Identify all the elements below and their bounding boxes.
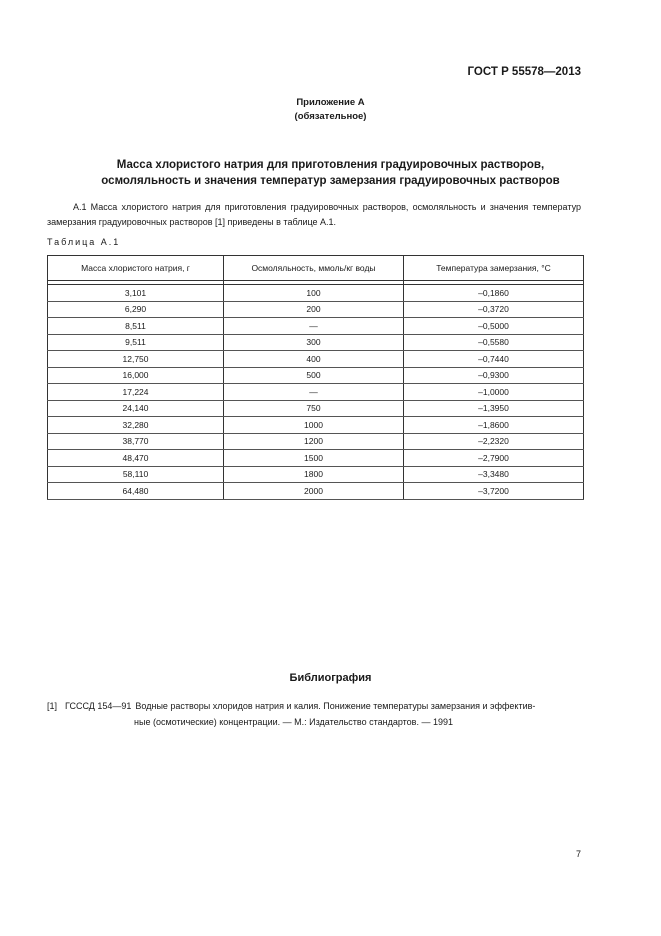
table-row bbox=[48, 285, 584, 302]
table-row bbox=[48, 334, 584, 351]
table-row bbox=[48, 318, 584, 335]
cell-freezing-temp: –1,8600 bbox=[404, 417, 584, 434]
cell-freezing-temp: –1,3950 bbox=[404, 400, 584, 417]
cell-osmolality: 1200 bbox=[224, 433, 404, 450]
paragraph-a1-text: А.1 Масса хлористого натрия для приготовления градуировочных растворов, осмоляльность и значения температур замерзания градуировочных растворов [1] приведены в таблице А.1. bbox=[47, 202, 581, 227]
table-row bbox=[48, 301, 584, 318]
cell-osmolality: 1000 bbox=[224, 417, 404, 434]
table-row bbox=[48, 400, 584, 417]
table-row bbox=[48, 450, 584, 467]
cell-mass: 38,770 bbox=[48, 433, 224, 450]
cell-mass: 12,750 bbox=[48, 351, 224, 368]
cell-mass: 17,224 bbox=[48, 384, 224, 401]
cell-freezing-temp: –0,9300 bbox=[404, 367, 584, 384]
cell-osmolality: — bbox=[224, 318, 404, 335]
column-header-osmolality: Осмоляльность, ммоль/кг воды bbox=[224, 256, 404, 281]
cell-freezing-temp: –3,7200 bbox=[404, 483, 584, 500]
table-header-row bbox=[48, 256, 584, 281]
cell-mass: 64,480 bbox=[48, 483, 224, 500]
data-table bbox=[47, 255, 584, 500]
cell-freezing-temp: –0,3720 bbox=[404, 301, 584, 318]
cell-mass: 24,140 bbox=[48, 400, 224, 417]
appendix-status: (обязательное) bbox=[294, 111, 367, 122]
table-row bbox=[48, 417, 584, 434]
section-title-line-2: осмоляльность и значения температур замерзания градуировочных растворов bbox=[101, 175, 560, 187]
bibliography-entry-text-line-1: Водные растворы хлоридов натрия и калия. Понижение температуры замерзания и эффектив- bbox=[135, 701, 536, 711]
cell-freezing-temp: –3,3480 bbox=[404, 466, 584, 483]
cell-osmolality: — bbox=[224, 384, 404, 401]
cell-mass: 3,101 bbox=[48, 285, 224, 302]
appendix-heading bbox=[0, 96, 661, 124]
page-number: 7 bbox=[575, 849, 581, 859]
bibliography-entry-text-line-2: ные (осмотические) концентрации. — М.: Издательство стандартов. — 1991 bbox=[134, 717, 453, 727]
cell-osmolality: 100 bbox=[224, 285, 404, 302]
table-row bbox=[48, 483, 584, 500]
table-row bbox=[48, 384, 584, 401]
cell-freezing-temp: –2,2320 bbox=[404, 433, 584, 450]
section-title-line-1: Масса хлористого натрия для приготовления градуировочных растворов, bbox=[116, 159, 545, 171]
cell-osmolality: 1500 bbox=[224, 450, 404, 467]
table-caption: Таблица А.1 bbox=[47, 237, 121, 247]
bibliography-entry-number: [1] bbox=[47, 701, 58, 711]
table-row bbox=[48, 367, 584, 384]
bibliography-entry bbox=[47, 698, 581, 730]
bibliography-entry-code: ГСССД 154—91 bbox=[65, 701, 132, 711]
cell-mass: 58,110 bbox=[48, 466, 224, 483]
cell-osmolality: 1800 bbox=[224, 466, 404, 483]
cell-freezing-temp: –0,1860 bbox=[404, 285, 584, 302]
cell-osmolality: 400 bbox=[224, 351, 404, 368]
table-row bbox=[48, 466, 584, 483]
cell-osmolality: 200 bbox=[224, 301, 404, 318]
column-header-freezing-temp: Температура замерзания, °С bbox=[404, 256, 584, 281]
paragraph-a1 bbox=[47, 200, 581, 230]
cell-mass: 6,290 bbox=[48, 301, 224, 318]
cell-osmolality: 750 bbox=[224, 400, 404, 417]
bibliography-title: Библиография bbox=[289, 672, 372, 684]
cell-mass: 16,000 bbox=[48, 367, 224, 384]
table-body bbox=[48, 285, 584, 500]
cell-freezing-temp: –0,5580 bbox=[404, 334, 584, 351]
cell-osmolality: 300 bbox=[224, 334, 404, 351]
appendix-title: Приложение А bbox=[296, 97, 365, 108]
cell-freezing-temp: –2,7900 bbox=[404, 450, 584, 467]
cell-osmolality: 2000 bbox=[224, 483, 404, 500]
cell-mass: 8,511 bbox=[48, 318, 224, 335]
column-header-mass: Масса хлористого натрия, г bbox=[48, 256, 224, 281]
table-row bbox=[48, 351, 584, 368]
cell-freezing-temp: –0,7440 bbox=[404, 351, 584, 368]
table-row bbox=[48, 433, 584, 450]
cell-osmolality: 500 bbox=[224, 367, 404, 384]
cell-freezing-temp: –1,0000 bbox=[404, 384, 584, 401]
cell-mass: 48,470 bbox=[48, 450, 224, 467]
cell-mass: 32,280 bbox=[48, 417, 224, 434]
section-title bbox=[0, 157, 661, 189]
cell-freezing-temp: –0,5000 bbox=[404, 318, 584, 335]
cell-mass: 9,511 bbox=[48, 334, 224, 351]
document-code: ГОСТ Р 55578—2013 bbox=[467, 66, 581, 78]
